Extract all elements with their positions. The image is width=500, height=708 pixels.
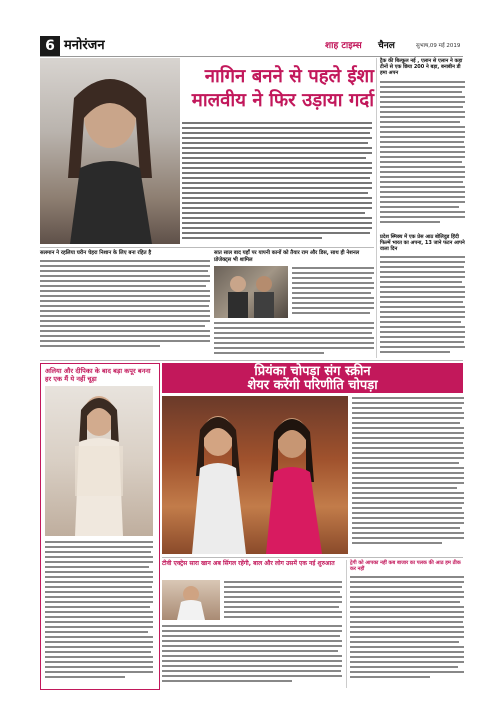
paper-name: शाह टाइम्स — [325, 41, 362, 51]
left-box-headline: अलिया और दीपिका के बाद बड़ा कपूर बनना हर एक मैं ये नहीं चूड़ा — [45, 367, 151, 383]
right-story-2-title: प्रदेश स्मिक्य में एक प्रेस आठ बोलिवुड हिंदी फिल्में भारत का अपना, 13 जाने फटन आपने वाला दिन — [380, 233, 465, 253]
feature-banner — [162, 363, 463, 393]
section-label: मनोरंजन — [64, 38, 105, 53]
paper-channel: चैनल — [378, 41, 395, 51]
mid-right-story — [214, 250, 374, 358]
bottom-mid-photo — [162, 580, 220, 620]
mid-right-body-b — [214, 321, 374, 357]
left-box-body — [45, 540, 153, 686]
right-column — [376, 58, 468, 358]
bottom-mid-story — [162, 560, 342, 688]
portrait-figure-icon — [40, 58, 180, 244]
divider — [162, 557, 463, 558]
divider — [40, 360, 463, 361]
bottom-right-story — [346, 560, 467, 688]
lead-headline-2: मालवीय ने फिर उड़ाया गर्दा — [191, 90, 374, 111]
right-story-1-body — [380, 80, 465, 230]
bottom-mid-body-a — [224, 580, 342, 624]
page-header — [40, 36, 463, 57]
feature-headline-1: प्रियंका चोपड़ा संग स्क्रीन — [254, 364, 371, 379]
bottom-right-headline: ट्रेगी को आपका नहीं कब बाजार का पलक की आठ हम ठीक कर नहीं — [350, 560, 461, 573]
left-box-photo — [45, 386, 153, 536]
lead-photo — [40, 58, 180, 244]
page-number-tab: 6 — [40, 36, 60, 56]
mid-left-body — [40, 259, 210, 351]
bottom-mid-headline: टीवी एक्ट्रेस सारा खान अब सिंगल रहेंगी, बाल और लोग उसमें एक नई शुरुआत — [162, 560, 335, 567]
lead-body-text — [182, 120, 372, 244]
lead-headline-1: नागिन बनने से पहले ईशा — [204, 66, 374, 87]
right-story-1-title: ट्रैक की बिल्कुल नई , एलान से एलान ने कहा टीनों से एक छिया 200 ने बड़ा, बनाबीन डी हमा अपन — [380, 58, 463, 77]
mid-right-headline: सात साल बाद यहाँ पर यापनी कानों को तैयार राम और डिस, साथ ही नेशनल प्रोजेक्ट्स भी शामिल — [214, 250, 360, 263]
bottom-right-body — [350, 575, 464, 683]
mid-left-story — [40, 250, 210, 358]
feature-headline-2: शेयर करेंगी परिणीति चोपड़ा — [247, 378, 378, 393]
left-box — [40, 363, 160, 690]
feature-photo — [162, 396, 348, 554]
mid-right-photo — [214, 266, 288, 318]
divider — [40, 247, 374, 248]
mid-left-headline: सलमान ने रहलिया घरीन चेहरा निशान के लिए बना रहित है — [40, 250, 152, 256]
issue-date: सुभाष,09 मई 2019 — [416, 43, 461, 49]
right-story-2-body — [380, 255, 465, 365]
bottom-mid-body-b — [162, 624, 342, 686]
feature-body — [352, 396, 464, 554]
mid-right-body-a — [292, 266, 374, 318]
